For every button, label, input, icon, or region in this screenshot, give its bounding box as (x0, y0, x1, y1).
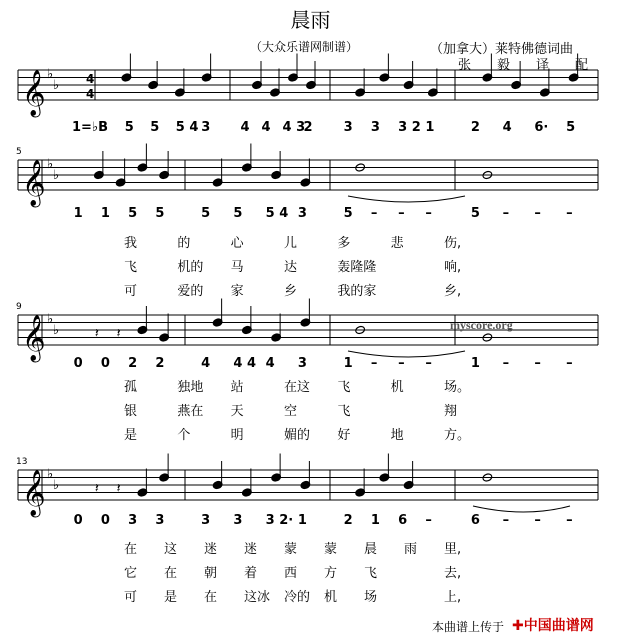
jianpu-note: – (534, 356, 541, 371)
jianpu-note: 4 4 (233, 356, 256, 371)
lyric-word: 达 (284, 260, 298, 275)
jianpu-note: – (370, 206, 378, 221)
tie-curve (473, 506, 570, 512)
jianpu-note: 5 (201, 206, 211, 221)
treble-clef-icon: 𝄞 (22, 470, 46, 516)
jianpu-note: 0 (100, 356, 110, 371)
lyric-word: 是 (164, 590, 178, 605)
lyric-word: 雨 (404, 542, 418, 557)
arranger-credit: 张 毅 译 配 (458, 58, 589, 73)
flat-icon: ♭ (47, 467, 54, 482)
jianpu-note: – (502, 356, 510, 371)
jianpu-note: 0 (100, 513, 110, 528)
jianpu-note: 5 (470, 206, 480, 221)
lyric-word: 银 (124, 404, 138, 419)
lyric-word: 是 (124, 428, 138, 443)
lyric-word: 多 (337, 236, 351, 251)
source-note: （大众乐谱网制谱） (250, 40, 359, 54)
jianpu-note: 5 (343, 206, 353, 221)
jianpu-note: 3 (201, 120, 211, 135)
watermark: myscore.org (450, 318, 513, 332)
jianpu-note: 1 (370, 513, 380, 528)
jianpu-note: 1 (73, 206, 83, 221)
jianpu-note: 5 (566, 120, 576, 135)
lyric-word: 伤, (444, 236, 462, 251)
lyric-word: 家 (230, 284, 244, 299)
jianpu-note: 3 (297, 356, 307, 371)
jianpu-note: – (398, 356, 405, 371)
flat-icon: ♭ (47, 157, 54, 172)
jianpu-note: 2 (470, 120, 480, 135)
flat-icon: ♭ (53, 168, 60, 183)
lyric-word: 在 (164, 566, 178, 581)
footer-upload-text: 本曲谱上传于 (432, 620, 505, 634)
lyric-word: 儿 (284, 236, 298, 251)
jianpu-note: 5 (150, 120, 160, 135)
jianpu-note: – (425, 513, 432, 528)
jianpu-note: – (502, 206, 510, 221)
jianpu-note: 2 (343, 513, 353, 528)
logo-icon: ✚ (512, 618, 524, 634)
jianpu-note: 6 (398, 513, 408, 528)
jianpu-note: 5 4 (175, 120, 199, 135)
jianpu-note: 2 (303, 120, 313, 135)
lyric-word: 飞 (337, 404, 351, 419)
jianpu-note: – (566, 356, 573, 371)
jianpu-note: – (566, 513, 573, 528)
time-signature-top: 4 (86, 72, 95, 86)
lyric-word: 晨 (364, 542, 378, 557)
flat-icon: ♭ (53, 323, 60, 338)
measure-number: 5 (16, 147, 22, 157)
measure-number: 13 (16, 457, 28, 467)
footer-logo (512, 615, 594, 635)
lyric-word: 朝 (204, 566, 218, 581)
jianpu-note: 4 (261, 120, 271, 135)
lyric-word: 场 (364, 590, 378, 605)
jianpu-note: 4 (240, 120, 250, 135)
lyric-word: 媚的 (284, 428, 311, 443)
flat-icon: ♭ (47, 67, 54, 82)
composer-credit: （加拿大）莱特佛德词曲 (430, 42, 574, 57)
jianpu-note: – (425, 356, 432, 371)
rest-icon: 𝄽 (94, 481, 99, 497)
jianpu-note: 0 (73, 356, 83, 371)
lyric-word: 着 (244, 566, 258, 581)
lyric-word: 蒙 (284, 542, 298, 557)
jianpu-note: 3 (343, 120, 353, 135)
lyric-word: 冷的 (284, 590, 311, 605)
lyric-word: 机 (324, 590, 338, 605)
treble-clef-icon: 𝄞 (22, 160, 46, 206)
lyric-word: 我的家 (337, 284, 377, 299)
lyric-word: 这 (164, 542, 178, 557)
lyric-word: 方。 (444, 428, 471, 443)
lyric-word: 心 (230, 236, 244, 251)
lyric-word: 响, (444, 260, 462, 275)
jianpu-note: 1 (100, 206, 110, 221)
lyric-word: 马 (230, 260, 244, 275)
lyric-word: 可 (124, 284, 138, 299)
flat-icon: ♭ (53, 78, 60, 93)
measure-number: 9 (16, 302, 22, 312)
jianpu-note: 3 (370, 120, 380, 135)
jianpu-note: 4 (265, 356, 275, 371)
lyric-word: 它 (124, 566, 138, 581)
lyric-word: 燕在 (177, 404, 204, 419)
treble-clef-icon: 𝄞 (22, 70, 46, 116)
lyric-word: 飞 (124, 260, 138, 275)
key-signature-label: 1=♭B (72, 120, 108, 135)
jianpu-note: 4 (502, 120, 512, 135)
jianpu-note: 5 (155, 206, 165, 221)
jianpu-note: 0 (73, 513, 83, 528)
lyric-word: 翔 (444, 404, 458, 419)
jianpu-note: 3 2· (265, 513, 294, 528)
tie-curve (348, 196, 465, 202)
tie-curve (348, 351, 465, 357)
jianpu-note: 4 3 (282, 120, 306, 135)
jianpu-note: 3 (297, 206, 307, 221)
jianpu-note: 1 (470, 356, 480, 371)
lyric-word: 明 (230, 428, 244, 443)
treble-clef-icon: 𝄞 (22, 315, 46, 361)
jianpu-note: 1 (297, 513, 307, 528)
jianpu-note: 5 (233, 206, 243, 221)
lyric-word: 轰隆隆 (337, 260, 377, 275)
lyric-word: 迷 (244, 542, 258, 557)
lyric-word: 孤 (124, 380, 138, 395)
jianpu-note: – (534, 206, 541, 221)
jianpu-note: 1 (343, 356, 353, 371)
lyric-word: 个 (177, 428, 191, 443)
jianpu-note: 3 (233, 513, 243, 528)
jianpu-note: – (370, 356, 378, 371)
jianpu-note: 5 4 (265, 206, 289, 221)
lyric-word: 方 (324, 566, 338, 581)
lyric-word: 机的 (177, 260, 204, 275)
lyric-word: 独地 (177, 380, 204, 395)
rest-icon: 𝄽 (116, 481, 121, 497)
lyric-word: 飞 (337, 380, 351, 395)
lyric-word: 这冰 (244, 590, 271, 605)
jianpu-note: 3 (128, 513, 138, 528)
lyric-word: 站 (230, 380, 244, 395)
jianpu-note: 2 (128, 356, 138, 371)
lyric-word: 在这 (284, 380, 311, 395)
lyric-word: 西 (284, 566, 298, 581)
lyric-word: 地 (390, 428, 404, 443)
page-title: 晨雨 (290, 8, 331, 32)
lyric-word: 蒙 (324, 542, 338, 557)
jianpu-note: 1 (425, 120, 435, 135)
flat-icon: ♭ (53, 478, 60, 493)
lyric-word: 里, (444, 542, 462, 557)
lyric-word: 我 (124, 236, 138, 251)
lyric-word: 空 (284, 404, 298, 419)
lyric-word: 可 (124, 590, 138, 605)
jianpu-note: 3 (155, 513, 165, 528)
jianpu-note: – (398, 206, 405, 221)
jianpu-note: 6 (470, 513, 480, 528)
rest-icon: 𝄽 (94, 326, 99, 342)
jianpu-note: – (534, 513, 541, 528)
lyric-word: 悲 (390, 236, 404, 251)
lyric-word: 在 (204, 590, 218, 605)
lyric-word: 乡 (284, 284, 298, 299)
lyric-word: 好 (337, 428, 351, 443)
jianpu-note: 6· (534, 120, 549, 135)
lyric-word: 飞 (364, 566, 378, 581)
lyric-word: 在 (124, 542, 138, 557)
jianpu-note: 5 (124, 120, 134, 135)
lyric-word: 爱的 (177, 284, 204, 299)
jianpu-note: – (566, 206, 573, 221)
jianpu-note: – (425, 206, 432, 221)
footer-logo-text: 中国曲谱网 (523, 618, 594, 634)
jianpu-note: 2 (155, 356, 165, 371)
time-signature-bottom: 4 (86, 87, 95, 101)
flat-icon: ♭ (47, 312, 54, 327)
jianpu-note: 3 2 (398, 120, 421, 135)
lyric-word: 乡, (444, 284, 462, 299)
lyric-word: 天 (230, 404, 244, 419)
lyric-word: 上, (444, 590, 462, 605)
lyric-word: 迷 (204, 542, 218, 557)
lyric-word: 场。 (444, 380, 471, 395)
rest-icon: 𝄽 (116, 326, 121, 342)
lyric-word: 去, (444, 566, 462, 581)
lyric-word: 的 (177, 236, 191, 251)
jianpu-note: 5 (128, 206, 138, 221)
jianpu-note: – (502, 513, 510, 528)
jianpu-note: 3 (201, 513, 211, 528)
jianpu-note: 4 (201, 356, 211, 371)
lyric-word: 机 (390, 380, 404, 395)
